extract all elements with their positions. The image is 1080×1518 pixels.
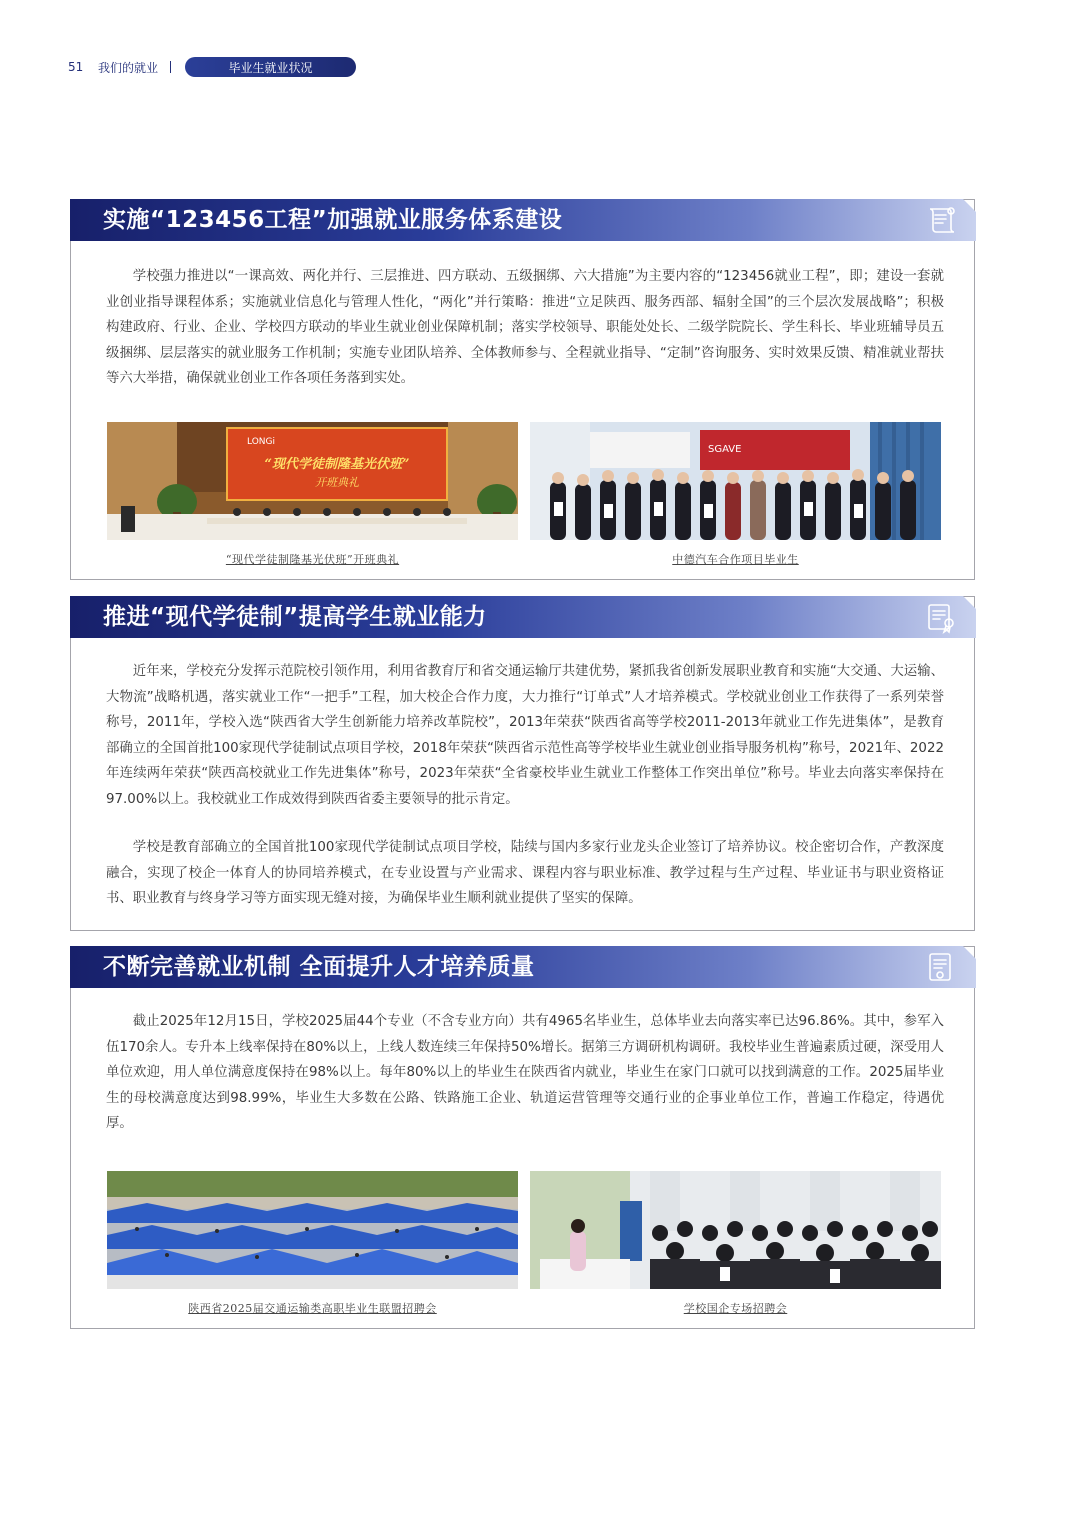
photo-job-fair-tents [107,1171,518,1289]
photo-caption: “现代学徒制隆基光伏班”开班典礼 [225,553,400,566]
document-badge-icon [924,950,958,984]
section-title: 不断完善就业机制 全面提升人才培养质量 [103,954,535,980]
photo-caption: 中德汽车合作项目毕业生 [672,553,799,566]
section-title-bar [70,946,976,988]
chapter-title: 我们的就业 [98,60,159,75]
banner-subtitle: 开班典礼 [315,476,359,489]
scroll-icon [924,203,958,237]
running-header [68,57,356,77]
paragraph: 学校强力推进以“一课高效、两化并行、三层推进、四方联动、五级捆绑、六大措施”为主要内容的“123456就业工程”，即；建设一套就业创业指导课程体系；实施就业信息化与管理人性化，“两化”并行策略：推进“立足陕西、服务西部、辐射全国”的三个层次发展战略”；积极构建政府、行业、企业、学校四方联动的毕业生就业创业保障机制；落实学校领导、职能处处长、二级学院院长、学生科长、毕业班辅导员五级捆绑、层层落实的就业服务工作机制；实施专业团队培养、全体教师参与、全程就业指导、“定制”咨询服务、实时效果反馈、精准就业帮扶等六大举措，确保就业创业工作各项任务落到实处。 [106,269,944,386]
section-title: 推进“现代学徒制”提高学生就业能力 [103,604,487,630]
paragraph: 学校是教育部确立的全国首批100家现代学徒制试点项目学校，陆续与国内多家行业龙头企业签订了培养协议。校企密切合作，产教深度融合，实现了校企一体育人的协同培养模式，在专业设置与产业需求、课程内容与职业标准、教学过程与生产过程、毕业证书与职业资格证书、职业教育与终身学习等方面实现无缝对接，为确保毕业生顺利就业提供了坚实的保障。 [106,840,944,906]
photo-ceremony [107,422,518,540]
section-modern-apprenticeship [70,596,975,931]
section-pill: 毕业生就业状况 [185,57,356,77]
banner-sgave: SGAVE [708,444,742,455]
section-123456-project [70,199,975,580]
paragraph: 截止2025年12月15日，学校2025届44个专业（不含专业方向）共有4965名毕业生，总体毕业去向落实率已达96.86%。其中，参军入伍170余人。专升本上线率保持在80%以上，上线人数连续三年保持50%增长。据第三方调研机构调研。我校毕业生普遍素质过硬，深受用人单位欢迎，用人单位满意度保持在98%以上。每年80%以上的毕业生在陕西省内就业，毕业生在家门口就可以找到满意的工作。2025届毕业生的母校满意度达到98.99%，毕业生大多数在公路、铁路施工企业、轨道运营管理等交通行业的企事业单位工作，普遍工作稳定，待遇优厚。 [106,1014,944,1131]
photo-caption: 学校国企专场招聘会 [683,1302,788,1315]
photo-graduates [530,422,941,540]
page-number: 51 [68,60,84,74]
section-title-bar [70,596,976,638]
paragraph: 近年来，学校充分发挥示范院校引领作用，利用省教育厅和省交通运输厅共建优势，紧抓我省创新发展职业教育和实施“大交通、大运输、大物流”战略机遇，落实就业工作“一把手”工程，加大校企合作力度，大力推行“订单式”人才培养模式。学校就业创业工作获得了一系列荣誉称号，2011年，学校入选“陕西省大学生创新能力培养改革院校”，2013年荣获“陕西省高等学校2011-2013年就业工作先进集体”，是教育部确立的全国首批100家现代学徒制试点项目学校，2018年荣获“陕西省示范性高等学校毕业生就业创业指导服务机构”称号，2021年、2022年连续两年荣获“陕西高校就业工作先进集体”称号，2023年荣获“全省豪校毕业生就业工作整体工作突出单位”称号。毕业去向落实率保持在97.00%以上。我校就业工作成效得到陕西省委主要领导的批示肯定。 [106,664,944,807]
header-divider [170,61,171,73]
photo-indoor-job-fair [530,1171,941,1289]
section-title-bar [70,199,976,241]
section-employment-mechanism [70,946,975,1329]
banner-title: “现代学徒制隆基光伏班” [264,457,410,472]
certificate-icon [924,600,958,634]
section-title: 实施“123456工程”加强就业服务体系建设 [103,207,563,233]
photo-caption: 陕西省2025届交通运输类高职毕业生联盟招聘会 [188,1302,437,1315]
banner-logo: LONGi [247,437,275,447]
